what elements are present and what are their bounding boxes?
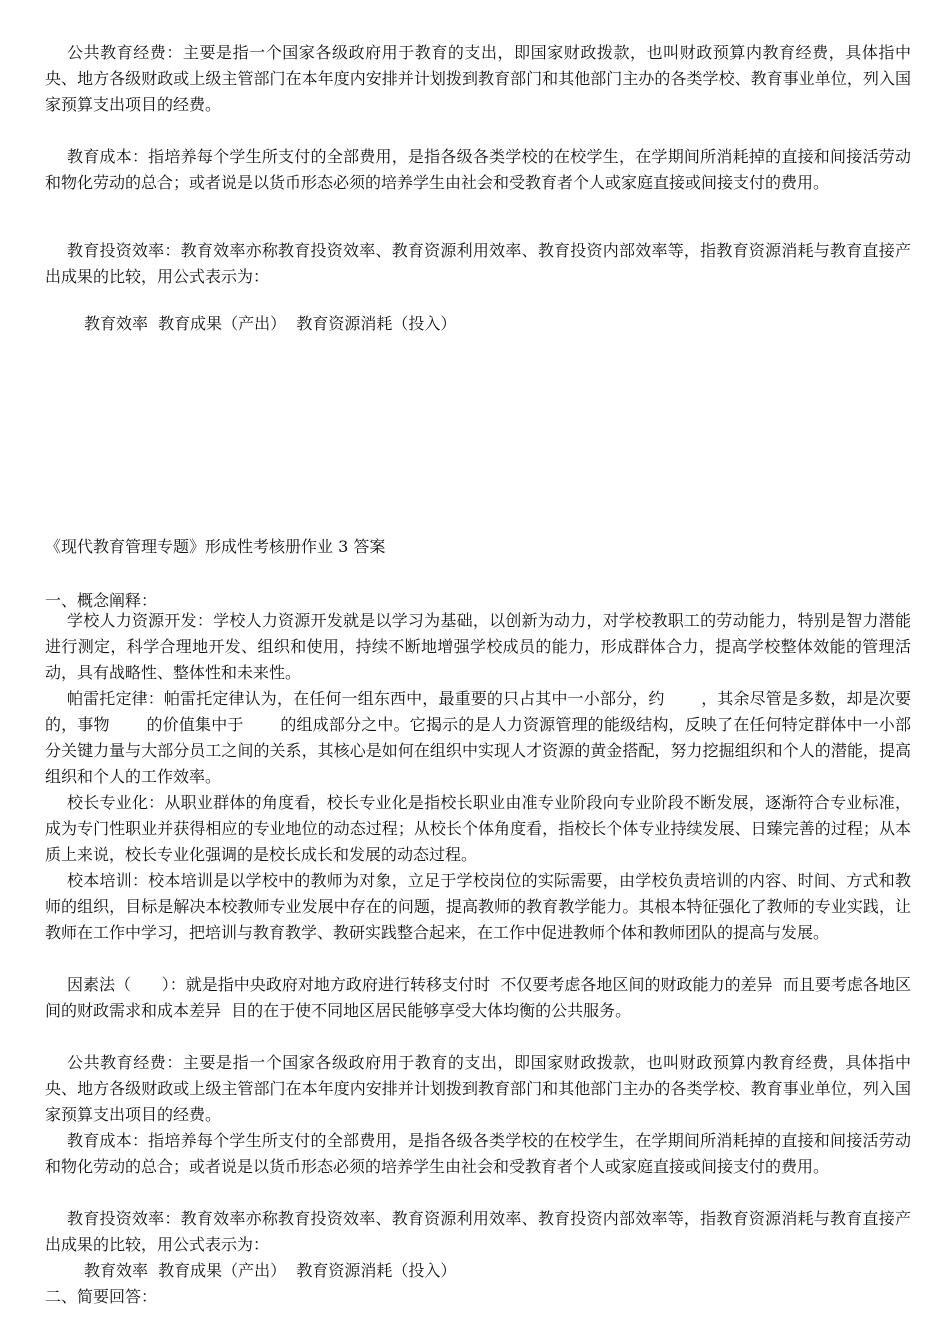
paragraph-education-cost: 教育成本：指培养每个学生所支付的全部费用，是指各级各类学校的在校学生，在学期间所消耗掉的直接和间接活劳动和物化劳动的总合；或者说是以货币形态必须的培养学生由社会和受教育者个人或家庭直接或间接支付的费用。 xyxy=(45,147,911,192)
concept-principal-professionalization: 校长专业化：从职业群体的角度看，校长专业化是指校长职业由准专业阶段向专业阶段不断发展，逐渐符合专业标准，成为专门性职业并获得相应的专业地位的动态过程；从校长个体角度看，指校长个体专业持续发展、日臻完善的过程；从本质上来说，校长专业化强调的是校长成长和发展的动态过程。 xyxy=(45,793,911,864)
concept-school-based-training: 校本培训：校本培训是以学校中的教师为对象，立足于学校岗位的实际需要，由学校负责培训的内容、时间、方式和教师的组织，目标是解决本校教师专业发展中存在的问题，提高教师的教育教学能力。其根本特征强化了教师的专业实践，让教师在工作中学习，把培训与教育教学、教研实践整合起来，在工作中促进教师个体和教师团队的提高与发展。 xyxy=(45,871,911,942)
concept-hr-development: 学校人力资源开发：学校人力资源开发就是以学习为基础，以创新为动力，对学校教职工的劳动能力，特别是智力潜能进行测定，科学合理地开发、组织和使用，持续不断地增强学校成员的能力，形成群体合力，提高学校整体效能的管理活动，具有战略性、整体性和未来性。 xyxy=(45,611,911,682)
document-title: 《现代教育管理专题》形成性考核册作业 3 答案 xyxy=(45,537,386,556)
concept-factor-method: 因素法（ ）：就是指中央政府对地方政府进行转移支付时 不仅要考虑各地区间的财政能力的差异 而且要考虑各地区间的财政需求和成本差异 目的在于使不同地区居民能够享受大体均衡的公共服务。 xyxy=(45,975,911,1020)
formula-line-2: 教育效率 教育成果（产出） 教育资源消耗（投入） xyxy=(84,1261,457,1280)
formula-line: 教育效率 教育成果（产出） 教育资源消耗（投入） xyxy=(84,314,457,333)
section-heading-concepts: 一、概念阐释： xyxy=(45,591,158,610)
concept-education-cost: 教育成本：指培养每个学生所支付的全部费用，是指各级各类学校的在校学生，在学期间所消耗掉的直接和间接活劳动和物化劳动的总合；或者说是以货币形态必须的培养学生由社会和受教育者个人或家庭直接或间接支付的费用。 xyxy=(45,1131,911,1176)
concept-pareto-law: 帕雷托定律：帕雷托定律认为，在任何一组东西中，最重要的只占其中一小部分，约 ，其余尽管是多数，却是次要的，事物 的价值集中于 的组成部分之中。它揭示的是人力资源管理的能级结构，反映了在任何特定群体中一小部分关键力量与大部分员工之间的关系，其核心是如何在组织中实现人才资源的黄金搭配，努力挖掘组织和个人的潜能，提高组织和个人的工作效率。 xyxy=(45,689,911,786)
section-heading-short-answers: 二、简要回答： xyxy=(45,1287,158,1306)
paragraph-investment-efficiency: 教育投资效率：教育效率亦称教育投资效率、教育资源利用效率、教育投资内部效率等，指教育资源消耗与教育直接产出成果的比较，用公式表示为： xyxy=(45,241,911,286)
paragraph-public-funding: 公共教育经费：主要是指一个国家各级政府用于教育的支出，即国家财政拨款，也叫财政预算内教育经费，具体指中央、地方各级财政或上级主管部门在本年度内安排并计划拨到教育部门和其他部门主办的各类学校、教育事业单位，列入国家预算支出项目的经费。 xyxy=(45,43,911,114)
concept-investment-efficiency: 教育投资效率：教育效率亦称教育投资效率、教育资源利用效率、教育投资内部效率等，指教育资源消耗与教育直接产出成果的比较，用公式表示为： xyxy=(45,1209,911,1254)
concept-public-funding: 公共教育经费：主要是指一个国家各级政府用于教育的支出，即国家财政拨款，也叫财政预算内教育经费，具体指中央、地方各级财政或上级主管部门在本年度内安排并计划拨到教育部门和其他部门主办的各类学校、教育事业单位，列入国家预算支出项目的经费。 xyxy=(45,1053,911,1124)
